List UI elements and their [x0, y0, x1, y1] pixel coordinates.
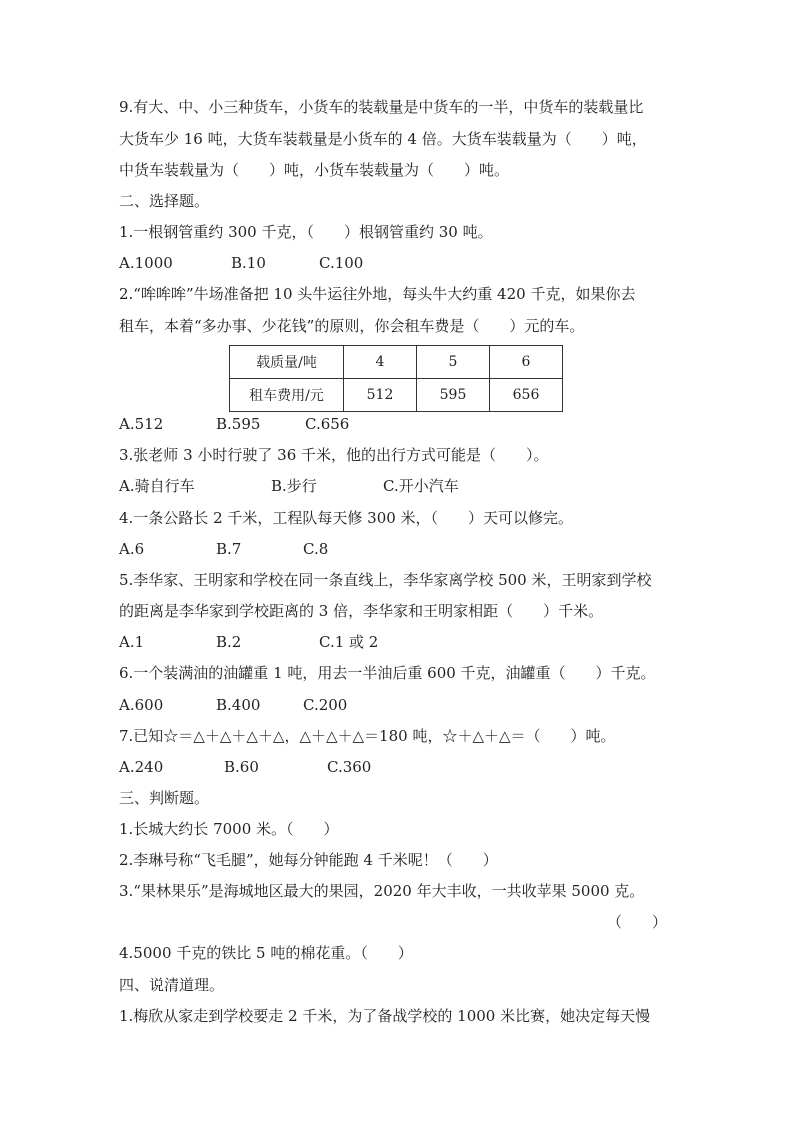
s2-q4-option-a: A.6: [119, 540, 145, 558]
s2-q4-option-b: B.7: [216, 540, 242, 558]
s2-q7-option-b: B.60: [224, 758, 259, 776]
s2-q3-option-b: B.步行: [271, 477, 317, 495]
table-row: [230, 379, 563, 412]
section-2-title: 二、选择题。: [119, 192, 210, 210]
section-4-title: 四、说清道理。: [119, 976, 225, 994]
s3-q3-answer-paren: （ ）: [606, 913, 667, 931]
table-cell: 595: [417, 379, 490, 412]
s2-q6-option-a: A.600: [119, 696, 164, 714]
table-cell: 5: [417, 346, 490, 379]
s3-q3: 3.“果林果乐”是海城地区最大的果园，2020 年大丰收，一共收苹果 5000 克。: [119, 882, 645, 900]
s2-q1-option-c: C.100: [319, 254, 364, 272]
table-row1-label: 载质量/吨: [230, 346, 344, 379]
table-cell: 656: [490, 379, 563, 412]
s2-q6-text: 6.一个装满油的油罐重 1 吨，用去一半油后重 600 千克，油罐重（ ）千克。: [119, 664, 656, 682]
s2-q7-option-a: A.240: [119, 758, 164, 776]
s2-q3-option-c: C.开小汽车: [383, 477, 459, 495]
s2-q2-option-b: B.595: [216, 415, 261, 433]
q9-line2: 大货车少 16 吨，大货车装载量是小货车的 4 倍。大货车装载量为（ ）吨，: [119, 130, 647, 148]
s2-q5-option-a: A.1: [119, 633, 145, 651]
section-3-title: 三、判断题。: [119, 789, 210, 807]
rental-table: [229, 345, 563, 412]
s2-q4-option-c: C.8: [303, 540, 329, 558]
s2-q1-text: 1.一根钢管重约 300 千克，（ ）根钢管重约 30 吨。: [119, 223, 493, 241]
table-row: [230, 346, 563, 379]
table-row2-label: 租车费用/元: [230, 379, 344, 412]
s2-q6-option-b: B.400: [216, 696, 261, 714]
s2-q4-text: 4.一条公路长 2 千米，工程队每天修 300 米，（ ）天可以修完。: [119, 509, 574, 527]
s3-q2: 2.李琳号称“飞毛腿”，她每分钟能跑 4 千米呢！（ ）: [119, 851, 498, 869]
s2-q7-option-c: C.360: [327, 758, 372, 776]
s2-q5-option-c: C.1 或 2: [319, 633, 379, 651]
s2-q6-option-c: C.200: [303, 696, 348, 714]
s2-q1-option-a: A.1000: [119, 254, 173, 272]
s2-q3-text: 3.张老师 3 小时行驶了 36 千米，他的出行方式可能是（ ）。: [119, 446, 549, 464]
s2-q3-option-a: A.骑自行车: [119, 477, 195, 495]
s2-q2-option-a: A.512: [119, 415, 164, 433]
q9-line1: 9.有大、中、小三种货车，小货车的装载量是中货车的一半，中货车的装载量比: [119, 98, 644, 116]
s3-q1: 1.长城大约长 7000 米。（ ）: [119, 820, 339, 838]
s3-q4: 4.5000 千克的铁比 5 吨的棉花重。（ ）: [119, 944, 413, 962]
s2-q5-line2: 的距离是李华家到学校距离的 3 倍，李华家和王明家相距（ ）千米。: [119, 602, 604, 620]
s2-q5-line1: 5.李华家、王明家和学校在同一条直线上，李华家离学校 500 米，王明家到学校: [119, 571, 652, 589]
s2-q2-line1: 2.“哞哞哞”牛场准备把 10 头牛运往外地，每头牛大约重 420 千克，如果你去: [119, 285, 636, 303]
s2-q7-text: 7.已知☆＝△＋△＋△＋△，△＋△＋△＝180 吨，☆＋△＋△＝（ ）吨。: [119, 727, 616, 745]
table-cell: 6: [490, 346, 563, 379]
s4-q1-line1: 1.梅欣从家走到学校要走 2 千米，为了备战学校的 1000 米比赛，她决定每天慢: [119, 1007, 651, 1025]
s2-q5-option-b: B.2: [216, 633, 242, 651]
table-cell: 4: [344, 346, 417, 379]
table-cell: 512: [344, 379, 417, 412]
s2-q1-option-b: B.10: [231, 254, 266, 272]
s2-q2-line2: 租车，本着“多办事、少花钱”的原则，你会租车费是（ ）元的车。: [119, 317, 585, 335]
q9-line3: 中货车装载量为（ ）吨，小货车装载量为（ ）吨。: [119, 161, 510, 179]
s2-q2-option-c: C.656: [305, 415, 350, 433]
